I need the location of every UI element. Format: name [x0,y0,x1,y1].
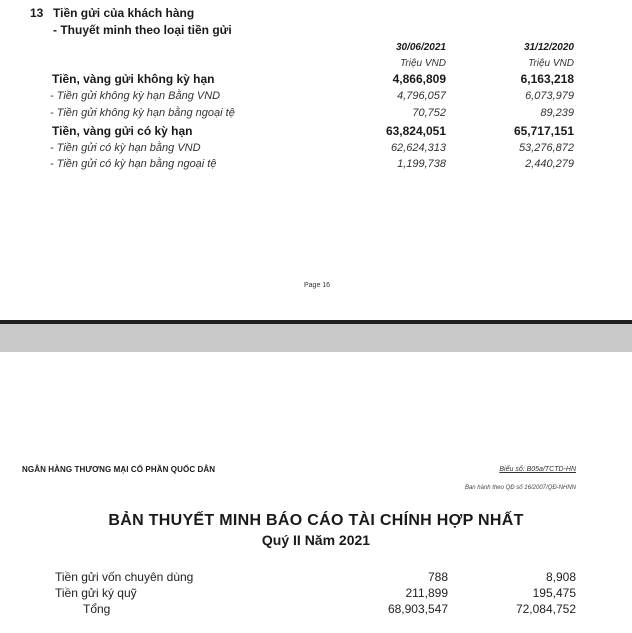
issued-by: Ban hành theo QĐ số 16/2007/QĐ-NHNN [464,485,576,491]
section-number: 13 [30,6,44,20]
page-number: Page 16 [304,282,331,289]
table-cell-value: 89,239 [540,107,574,119]
document-page-next [0,352,632,633]
table-cell-value: 4,866,809 [392,72,446,86]
column-header-date-1: 30/06/2021 [395,42,446,53]
table-cell-value: 62,624,313 [390,142,446,154]
table-cell-value: 70,752 [412,107,446,119]
report-quarter: Quý II Năm 2021 [261,532,371,548]
column-unit-2: Triệu VND [528,58,574,69]
table-row-label: - Tiền gửi có kỳ hạn bằng ngoại tệ [50,158,217,170]
table-row-label: Tiền gửi vốn chuyên dùng [55,570,194,584]
report-title: BẢN THUYẾT MINH BÁO CÁO TÀI CHÍNH HỢP NHẤT [108,512,524,529]
column-unit-1: Triệu VND [400,58,446,69]
table-cell-value: 1,199,738 [397,158,446,170]
table-cell-value: 6,073,979 [525,90,574,102]
table-row-label-total: Tổng [83,602,111,616]
section-subheading: - Thuyết minh theo loại tiền gửi [53,23,232,37]
table-cell-value: 8,908 [545,570,576,584]
table-cell-value: 53,276,872 [518,142,574,154]
table-cell-value: 63,824,051 [385,124,446,138]
section-title: Tiền gửi của khách hàng [53,6,195,20]
table-row-label: - Tiền gửi không kỳ hạn bằng ngoại tệ [50,107,235,119]
table-row-label: Tiền, vàng gửi không kỳ hạn [52,72,215,86]
table-row-label: Tiền, vàng gửi có kỳ hạn [52,124,193,138]
column-header-date-2: 31/12/2020 [523,42,574,53]
table-cell-total: 72,084,752 [515,602,576,616]
table-row-label: Tiền gửi ký quỹ [55,586,137,600]
table-cell-value: 4,796,057 [397,90,446,102]
table-cell-value: 65,717,151 [513,124,574,138]
table-cell-total: 68,903,547 [387,602,448,616]
table-cell-value: 6,163,218 [520,72,574,86]
table-cell-value: 2,440,279 [525,158,574,170]
table-row-label: - Tiền gửi không kỳ hạn Bằng VND [50,90,221,102]
page-gap [0,324,632,352]
table-cell-value: 211,899 [405,586,448,600]
table-cell-value: 195,475 [532,586,576,600]
table-row-label: - Tiền gửi có kỳ hạn bằng VND [50,142,201,154]
table-cell-value: 788 [427,570,448,584]
bank-name: NGÂN HÀNG THƯƠNG MẠI CỔ PHẦN QUỐC DÂN [22,465,216,474]
form-number: Biểu số: B05a/TCTD-HN [499,466,576,473]
